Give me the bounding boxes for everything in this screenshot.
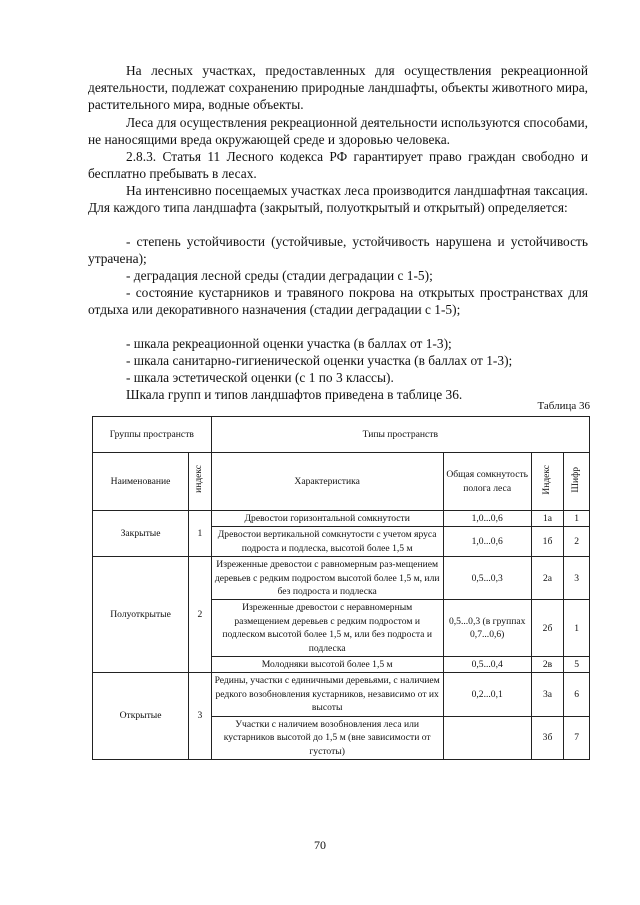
row-index: 2а (531, 557, 564, 600)
header-density: Общая сомкнутость полога леса (443, 453, 531, 511)
header-index2-cell (531, 453, 564, 511)
row-index: 1б (531, 527, 564, 557)
row-density: 0,5...0,3 (в группах 0,7...0,6) (443, 600, 531, 657)
header-index: индекс (194, 465, 205, 494)
row-index: 3б (531, 716, 564, 759)
header-code-cell (564, 453, 590, 511)
group-name: Закрытые (93, 511, 189, 557)
row-code: 5 (564, 657, 590, 673)
row-index: 2в (531, 657, 564, 673)
header-types: Типы пространств (211, 417, 589, 453)
row-characteristic: Участки с наличием возобновления леса или кустарников высотой до 1,5 м (вне зависимости от густоты) (211, 716, 443, 759)
landscape-table (92, 416, 590, 760)
header-characteristic: Характеристика (211, 453, 443, 511)
table-row (93, 673, 590, 716)
paragraph-3: 2.8.3. Статья 11 Лесного кодекса РФ гарантирует право граждан свободно и бесплатно пребывать в лесах. (88, 149, 588, 182)
page-number: 70 (314, 838, 326, 852)
group-name: Полуоткрытые (93, 557, 189, 673)
table-caption: Таблица 36 (537, 400, 590, 412)
list-item-stability: - степень устойчивости (устойчивые, устойчивость нарушена и устойчивость утрачена); (88, 234, 588, 267)
row-characteristic: Древостои горизонтальной сомкнутости (211, 511, 443, 527)
row-index: 3а (531, 673, 564, 716)
row-characteristic: Древостои вертикальной сомкнутости с учетом яруса подроста и подлеска, высотой более 1,5 м (211, 527, 443, 557)
table-header-row-2 (93, 453, 590, 511)
row-density: 1,0...0,6 (443, 527, 531, 557)
row-characteristic: Изреженные древостои с неравномерным размещением деревьев с редким подростом и подлеском высотой более 1,5 м, или без подроста и подлеска (211, 600, 443, 657)
row-code: 2 (564, 527, 590, 557)
list-item-shrubs: - состояние кустарников и травяного покрова на открытых пространствах для отдыха или декоративного назначения (стадии деградации с 1-5); (88, 285, 588, 318)
header-groups: Группы пространств (93, 417, 212, 453)
list-item-sanitary-scale: - шкала санитарно-гигиенической оценки участка (в баллах от 1-3); (126, 353, 513, 368)
row-code: 1 (564, 600, 590, 657)
row-density: 0,5...0,3 (443, 557, 531, 600)
row-characteristic: Молодняки высотой более 1,5 м (211, 657, 443, 673)
list-item-recreational-scale: - шкала рекреационной оценки участка (в баллах от 1-3); (126, 336, 452, 351)
group-name: Открытые (93, 673, 189, 759)
row-density: 1,0...0,6 (443, 511, 531, 527)
table-header-row-1 (93, 417, 590, 453)
list-item-degradation: - деградация лесной среды (стадии деградации с 1-5); (126, 268, 433, 283)
row-density (443, 716, 531, 759)
list-item-aesthetic-scale: - шкала эстетической оценки (с 1 по 3 классы). (126, 370, 394, 385)
table-row (93, 511, 590, 527)
row-density: 0,5...0,4 (443, 657, 531, 673)
paragraph-2: Леса для осуществления рекреационной деятельности используются способами, не наносящими вреда окружающей среде и здоровью человека. (88, 115, 588, 148)
group-index: 2 (189, 557, 212, 673)
header-index-cell (189, 453, 212, 511)
row-code: 1 (564, 511, 590, 527)
row-index: 1а (531, 511, 564, 527)
header-index2: Индекс (541, 464, 552, 495)
header-name: Наименование (93, 453, 189, 511)
paragraph-table-ref: Шкала групп и типов ландшафтов приведена в таблице 36. (126, 387, 463, 402)
row-code: 3 (564, 557, 590, 600)
paragraph-4: На интенсивно посещаемых участках леса производится ландшафтная таксация. Для каждого типа ландшафта (закрытый, полуоткрытый и открытый) определяется: (88, 183, 588, 216)
table-row (93, 557, 590, 600)
row-code: 6 (564, 673, 590, 716)
group-index: 1 (189, 511, 212, 557)
paragraph-1: На лесных участках, предоставленных для осуществления рекреационной деятельности, подлежат сохранению природные ландшафты, объекты животного мира, растительного мира, водные объекты. (88, 63, 588, 113)
row-density: 0,2...0,1 (443, 673, 531, 716)
row-index: 2б (531, 600, 564, 657)
row-code: 7 (564, 716, 590, 759)
row-characteristic: Изреженные древостои с равномерным раз-мещением деревьев с редким подростом высотой более 1,5 м, или без подроста и подлеска (211, 557, 443, 600)
group-index: 3 (189, 673, 212, 759)
header-code: Шифр (570, 466, 581, 493)
row-characteristic: Редины, участки с единичными деревьями, с наличием редкого возобновления кустарников, независимо от их высоты (211, 673, 443, 716)
